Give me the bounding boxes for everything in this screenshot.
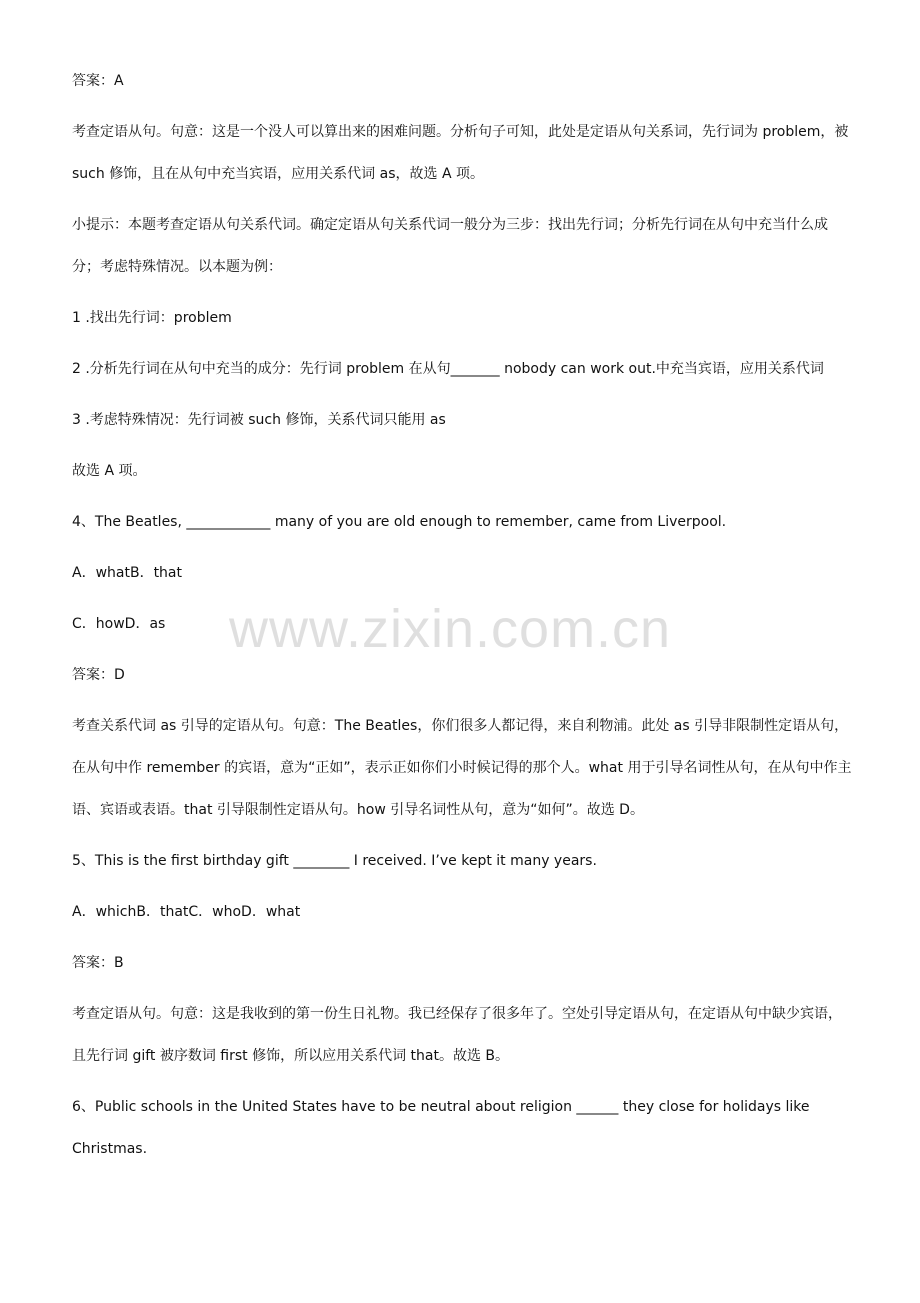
step-item: 3 .考虑特殊情况：先行词被 such 修饰，关系代词只能用 as bbox=[72, 412, 446, 428]
options-row: A．whichB．thatC．whoD．what bbox=[72, 904, 301, 920]
explanation-paragraph: 考查定语从句。句意：这是我收到的第一份生日礼物。我已经保存了很多年了。空处引导定语从句，在定语从句中缺少宾语，且先行词 gift 被序数词 first 修饰，所以应用关系代词 that。故选 B。 bbox=[72, 1006, 842, 1064]
explanation-paragraph: 考查关系代词 as 引导的定语从句。句意：The Beatles，你们很多人都记得，来自利物浦。此处 as 引导非限制性定语从句，在从句中作 remember 的宾语，意为“正如”，表示正如你们小时候记得的那个人。what 用于引导名词性从句，在从句中作主语、宾语或表语。that 引导限制性定语从句。how 引导名词性从句，意为“如何”。故选 D。 bbox=[72, 718, 852, 818]
question-6: 6、Public schools in the United States have to be neutral about religion ______ they close for holidays like Christmas. bbox=[72, 1099, 810, 1157]
document-body bbox=[72, 60, 852, 1179]
options-row: C．howD．as bbox=[72, 616, 166, 632]
conclusion-line: 故选 A 项。 bbox=[72, 463, 147, 479]
explanation-paragraph: 考查定语从句。句意：这是一个没人可以算出来的困难问题。分析句子可知，此处是定语从句关系词，先行词为 problem，被 such 修饰，且在从句中充当宾语，应用关系代词 as，故选 A 项。 bbox=[72, 124, 849, 182]
watermark-text: www.zixin.com.cn bbox=[229, 599, 672, 659]
answer-line: 答案：B bbox=[72, 955, 124, 971]
question-4: 4、The Beatles, ____________ many of you are old enough to remember, came from Liverpool. bbox=[72, 514, 727, 530]
question-5: 5、This is the first birthday gift ________ I received. I’ve kept it many years. bbox=[72, 853, 597, 869]
tip-paragraph: 小提示：本题考查定语从句关系代词。确定定语从句关系代词一般分为三步：找出先行词；分析先行词在从句中充当什么成分；考虑特殊情况。以本题为例： bbox=[72, 217, 828, 275]
answer-line: 答案：D bbox=[72, 667, 125, 683]
options-row: A．whatB．that bbox=[72, 565, 183, 581]
step-item: 2 .分析先行词在从句中充当的成分：先行词 problem 在从句_______ nobody can work out.中充当宾语，应用关系代词 bbox=[72, 361, 824, 377]
answer-line: 答案：A bbox=[72, 73, 124, 89]
step-item: 1 .找出先行词：problem bbox=[72, 310, 232, 326]
